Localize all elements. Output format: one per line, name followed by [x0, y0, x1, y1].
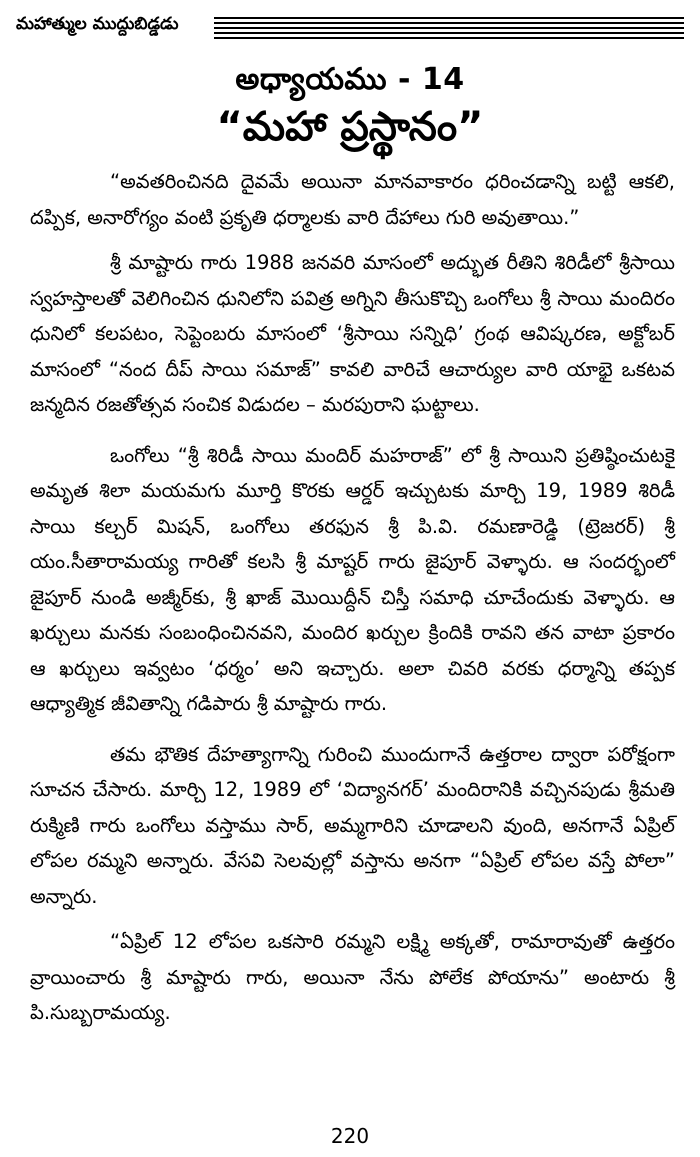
chapter-number: అధ్యాయము - 14 — [235, 62, 465, 97]
header-rule-line — [214, 32, 684, 34]
running-title: మహాత్ముల ముద్దుబిడ్డడు — [16, 14, 179, 34]
header-rule-line — [214, 17, 684, 19]
paragraph: “ఏప్రిల్ 12 లోపల ఒకసారి రమ్మని లక్ష్మి అక్కతో, రామారావుతో ఉత్తరం వ్రాయించారు శ్రీ మాష్టారు గారు, అయినా నేను పోలేక పోయాను” అంటారు శ్రీ పి.సుబ్బరామయ్య. — [30, 930, 675, 1024]
body-text — [30, 164, 675, 1046]
header-rules — [214, 17, 684, 42]
header-rule-line — [214, 37, 684, 39]
paragraph: ఒంగోలు “శ్రీ శిరిడీ సాయి మందిర్ మహరాజ్” లో శ్రీ సాయిని ప్రతిష్ఠించుటకై అమృత శిలా మయమగు మూర్తి కొరకు ఆర్డర్ ఇచ్చుటకు మార్చి 19, 1989 శిరిడీ సాయి కల్చర్ మిషన్, ఒంగోలు తరఫున శ్రీ పి.వి. రమణారెడ్డి (ట్రెజరర్) శ్రీ యం.సీతారామయ్య గారితో కలసి శ్రీ మాష్టర్ గారు జైపూర్ వెళ్ళారు. ఆ సందర్భంలో జైపూర్ నుండి అజ్మీర్‌కు, శ్రీ ఖాజ్ మొయిద్దీన్ చిస్తీ సమాధి చూచేందుకు వెళ్ళారు. ఆ ఖర్చులు మనకు సంబంధించినవని, మందిర ఖర్చుల క్రిందికి రావని తన వాటా ప్రకారం ఆ ఖర్చులు ఇవ్వటం ‘ధర్మం’ అని ఇచ్చారు. అలా చివరి వరకు ధర్మాన్ని తప్పక ఆధ్యాత్మిక జీవితాన్ని గడిపారు శ్రీ మాష్టారు గారు. — [30, 443, 675, 715]
page-number: 220 — [330, 1124, 370, 1148]
paragraph: తమ భౌతిక దేహత్యాగాన్ని గురించి ముందుగానే ఉత్తరాల ద్వారా పరోక్షంగా సూచన చేసారు. మార్చి 12, 1989 లో ‘విద్యానగర్’ మందిరానికి వచ్చినపుడు శ్రీమతి రుక్మిణి గారు ఒంగోలు వస్తాము సార్, అమ్మగారిని చూడాలని వుంది, అనగానే ఏప్రిల్ లోపల రమ్మని అన్నారు. వేసవి సెలవుల్లో వస్తాను అనగా “ఏప్రిల్ లోపల వస్తే పోలా” అన్నారు. — [30, 742, 675, 908]
chapter-title: “మహా ప్రస్థానం” — [216, 104, 484, 150]
page-header — [0, 0, 700, 56]
header-rule-line — [214, 22, 684, 24]
header-rule-line — [214, 27, 684, 29]
paragraph: “అవతరించినది దైవమే అయినా మానవాకారం ధరించడాన్ని బట్టి ఆకలి, దప్పిక, అనారోగ్యం వంటి ప్రకృతి ధర్మాలకు వారి దేహాలు గురి అవుతాయి.” — [30, 170, 675, 229]
paragraph: శ్రీ మాష్టారు గారు 1988 జనవరి మాసంలో అద్భుత రీతిని శిరిడీలో శ్రీసాయి స్వహస్తాలతో వెలిగించిన ధునిలోని పవిత్ర అగ్నిని తీసుకొచ్చి ఒంగోలు శ్రీ సాయి మందిరం ధునిలో కలపటం, సెప్టెంబరు మాసంలో ‘శ్రీసాయి సన్నిధి’ గ్రంథ ఆవిష్కరణ, అక్టోబర్ మాసంలో “నంద దీప్ సాయి సమాజ్” కావలి వారిచే ఆచార్యుల వారి యాభై ఒకటవ జన్మదిన రజతోత్సవ సంచిక విడుదల – మరపురాని ఘట్టాలు. — [30, 251, 675, 416]
